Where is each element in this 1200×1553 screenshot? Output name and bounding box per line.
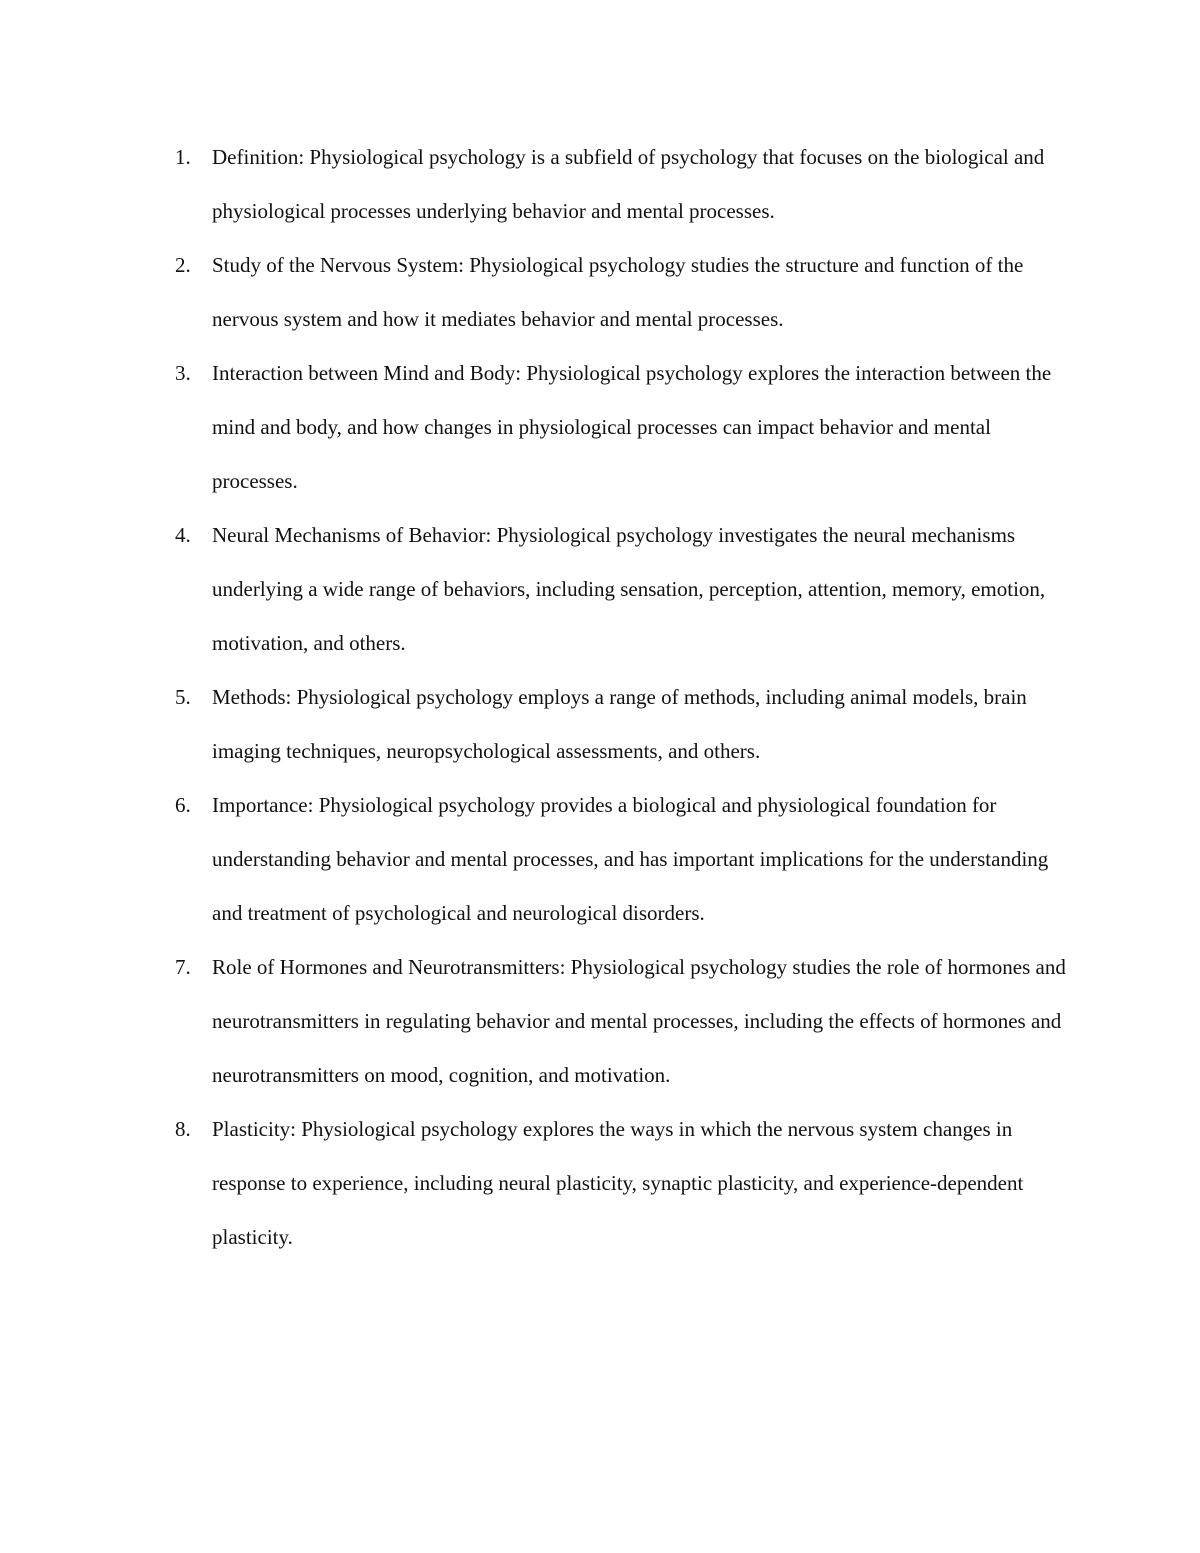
list-item-number: 1. — [175, 145, 191, 169]
list-item — [175, 508, 1075, 670]
list-item-text: Interaction between Mind and Body: Physiological psychology explores the interaction between the mind and body, and how changes in physiological processes can impact behavior and mental processes. — [212, 361, 1052, 493]
list-item-text: Plasticity: Physiological psychology explores the ways in which the nervous system changes in response to experience, including neural plasticity, synaptic plasticity, and experience-dependent plasticity. — [212, 1117, 1024, 1249]
list-item — [175, 346, 1075, 508]
list-item-number: 2. — [175, 253, 191, 277]
list-item — [175, 238, 1075, 346]
list-item-number: 6. — [175, 793, 191, 817]
list-item — [175, 940, 1075, 1102]
list-item-text: Importance: Physiological psychology provides a biological and physiological foundation for understanding behavior and mental processes, and has important implications for the understanding and treatment of psychological and neurological disorders. — [212, 793, 1049, 925]
numbered-list — [175, 130, 1075, 1264]
list-item — [175, 130, 1075, 238]
list-item-text: Role of Hormones and Neurotransmitters: Physiological psychology studies the role of hormones and neurotransmitters in regulating behavior and mental processes, including the effects of hormones and neurotransmitters on mood, cognition, and motivation. — [212, 955, 1066, 1087]
list-item — [175, 1102, 1075, 1264]
list-item-text: Methods: Physiological psychology employs a range of methods, including animal models, brain imaging techniques, neuropsychological assessments, and others. — [212, 685, 1027, 763]
list-item-number: 4. — [175, 523, 191, 547]
list-item-number: 7. — [175, 955, 191, 979]
list-item-text: Study of the Nervous System: Physiological psychology studies the structure and function of the nervous system and how it mediates behavior and mental processes. — [212, 253, 1024, 331]
list-item-text: Neural Mechanisms of Behavior: Physiological psychology investigates the neural mechanisms underlying a wide range of behaviors, including sensation, perception, attention, memory, emotion, motivation, and others. — [212, 523, 1046, 655]
list-item-number: 8. — [175, 1117, 191, 1141]
list-item-number: 3. — [175, 361, 191, 385]
list-item — [175, 778, 1075, 940]
list-item-text: Definition: Physiological psychology is a subfield of psychology that focuses on the biological and physiological processes underlying behavior and mental processes. — [212, 145, 1045, 223]
list-item-number: 5. — [175, 685, 191, 709]
list-item — [175, 670, 1075, 778]
